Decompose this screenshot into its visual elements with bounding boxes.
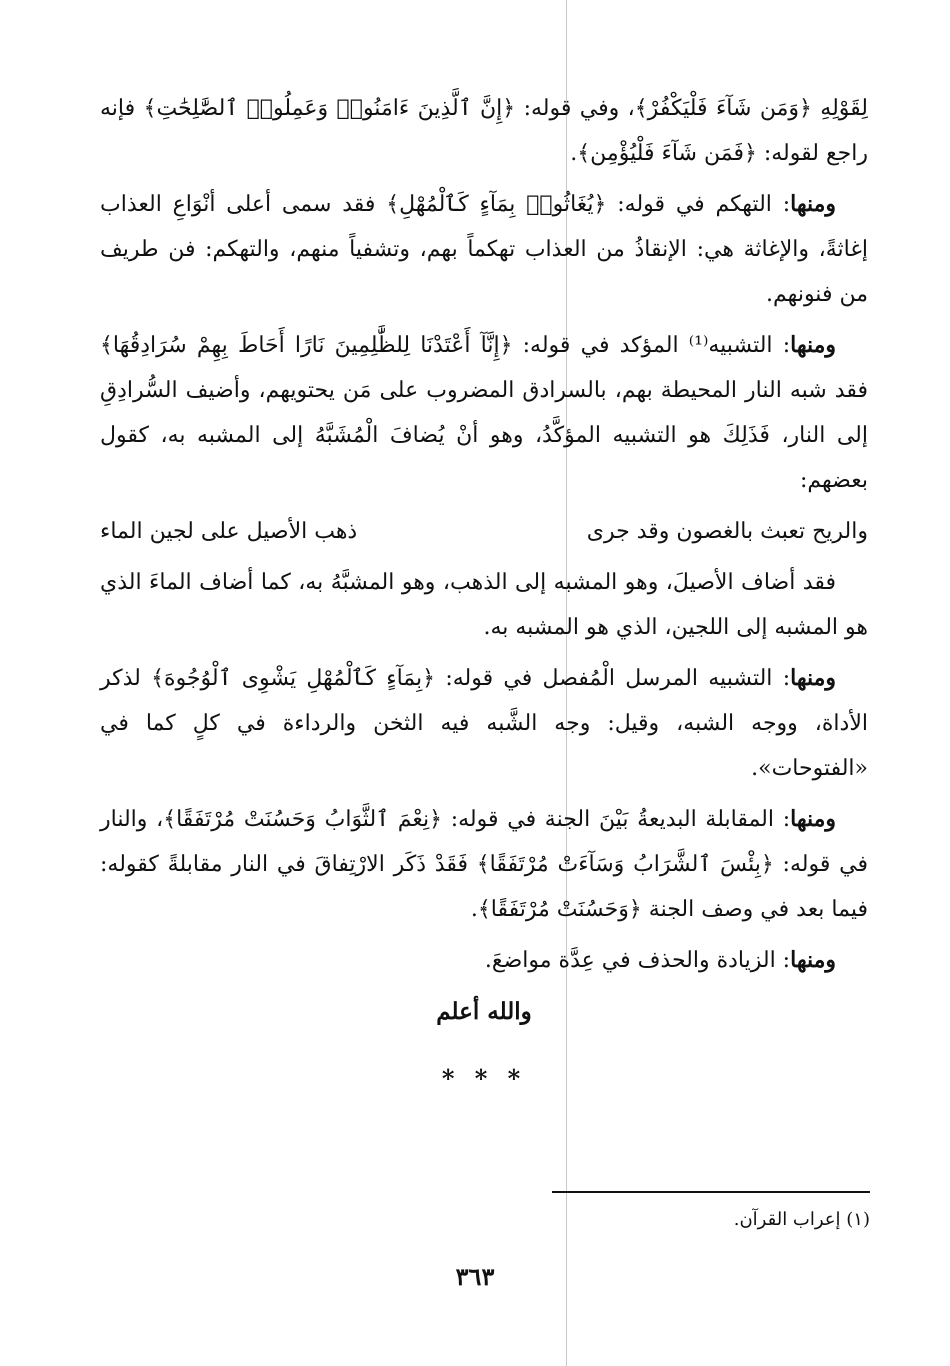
footnote-rule	[552, 1191, 870, 1193]
paragraph-4-text: فقد أضاف الأصيلَ، وهو المشبه إلى الذهب، وهو المشبَّهُ به، كما أضاف الماءَ الذي هو المشبه إلى اللجين، الذي هو المشبه به.	[100, 570, 868, 640]
paragraph-4	[100, 560, 868, 650]
paragraph-1-text: لِقَوْلِهِ ﴿وَمَن شَآءَ فَلْيَكْفُرْ﴾، وفي قوله: ﴿إِنَّ ٱلَّذِينَ ءَامَنُوا۟ وَعَمِلُوا۟ ٱلصَّٰلِحَٰتِ﴾ فإنه راجع لقوله: ﴿فَمَن شَآءَ فَلْيُؤْمِن﴾.	[100, 96, 868, 166]
paragraph-7-lead: ومنها	[790, 947, 836, 973]
paragraph-6-text: : المقابلة البديعةُ بَيْنَ الجنة في قوله: ﴿نِعْمَ ٱلثَّوَابُ وَحَسُنَتْ مُرْتَفَقًا﴾، والنار في قوله: ﴿بِئْسَ ٱلشَّرَابُ وَسَآءَتْ مُرْتَفَقًا﴾ فَقَدْ ذَكَر الارْتِفاقَ في النار مقابلةً كقوله: فيما بعد في وصف الجنة ﴿وَحَسُنَتْ مُرْتَفَقًا﴾.	[100, 807, 868, 922]
section-separator-stars: * * *	[441, 1064, 527, 1093]
paragraph-3-lead: ومنها	[790, 332, 836, 358]
closing-phrase: والله أعلم	[436, 998, 532, 1025]
paragraph-6	[100, 797, 868, 932]
paragraph-7	[100, 938, 868, 983]
paragraph-5-text: : التشبيه المرسل الْمُفصل في قوله: ﴿بِمَآءٍ كَٱلْمُهْلِ يَشْوِى ٱلْوُجُوهَ﴾ لذكر الأداة، ووجه الشبه، وقيل: وجه الشَّبه فيه الثخن والرداءة في كلٍ كما في «الفتوحات».	[100, 666, 868, 781]
paragraph-2	[100, 182, 868, 317]
footnote: (١) إعراب القرآن.	[733, 1209, 870, 1230]
poetry-verse	[100, 509, 868, 554]
paragraph-5	[100, 656, 868, 791]
verse-second-hemistich: ذهب الأصيل على لجين الماء	[100, 519, 358, 544]
verse-first-hemistich: والريح تعبث بالغصون وقد جرى	[586, 519, 868, 544]
paragraph-1	[100, 86, 868, 176]
paragraph-3	[100, 323, 868, 503]
paragraph-5-lead: ومنها	[790, 665, 836, 691]
paragraph-2-lead: ومنها	[790, 191, 836, 217]
page-number: ٣٦٣	[455, 1262, 495, 1291]
paragraph-6-lead: ومنها	[790, 806, 836, 832]
main-text	[100, 86, 868, 1101]
paragraph-7-text: : الزيادة والحذف في عِدَّة مواضعَ.	[484, 948, 791, 973]
paragraph-2-text: : التهكم في قوله: ﴿يُغَاثُوا۟ بِمَآءٍ كَٱلْمُهْلِ﴾ فقد سمى أعلى أنْوَاعِ العذاب إغاثةً، والإغاثة هي: الإنقاذُ من العذاب تهكماً بهم، وتشفياً منهم، والتهكم: فن طريف من فنونهم.	[100, 192, 868, 307]
paragraph-3-text: : التشبيه⁽¹⁾ المؤكد في قوله: ﴿إِنَّآ أَعْتَدْنَا لِلظَّٰلِمِينَ نَارًا أَحَاطَ بِهِمْ سُرَادِقُهَا﴾ فقد شبه النار المحيطة بهم، بالسرادق المضروب على مَن يحتويهم، وأضيف السُّرادِقِ إلى النار، فَذَلِكَ هو التشبيه المؤكَّدُ، وهو أنْ يُضافَ الْمُشَبَّهُ إلى المشبه به، كقول بعضهم:	[100, 333, 868, 493]
